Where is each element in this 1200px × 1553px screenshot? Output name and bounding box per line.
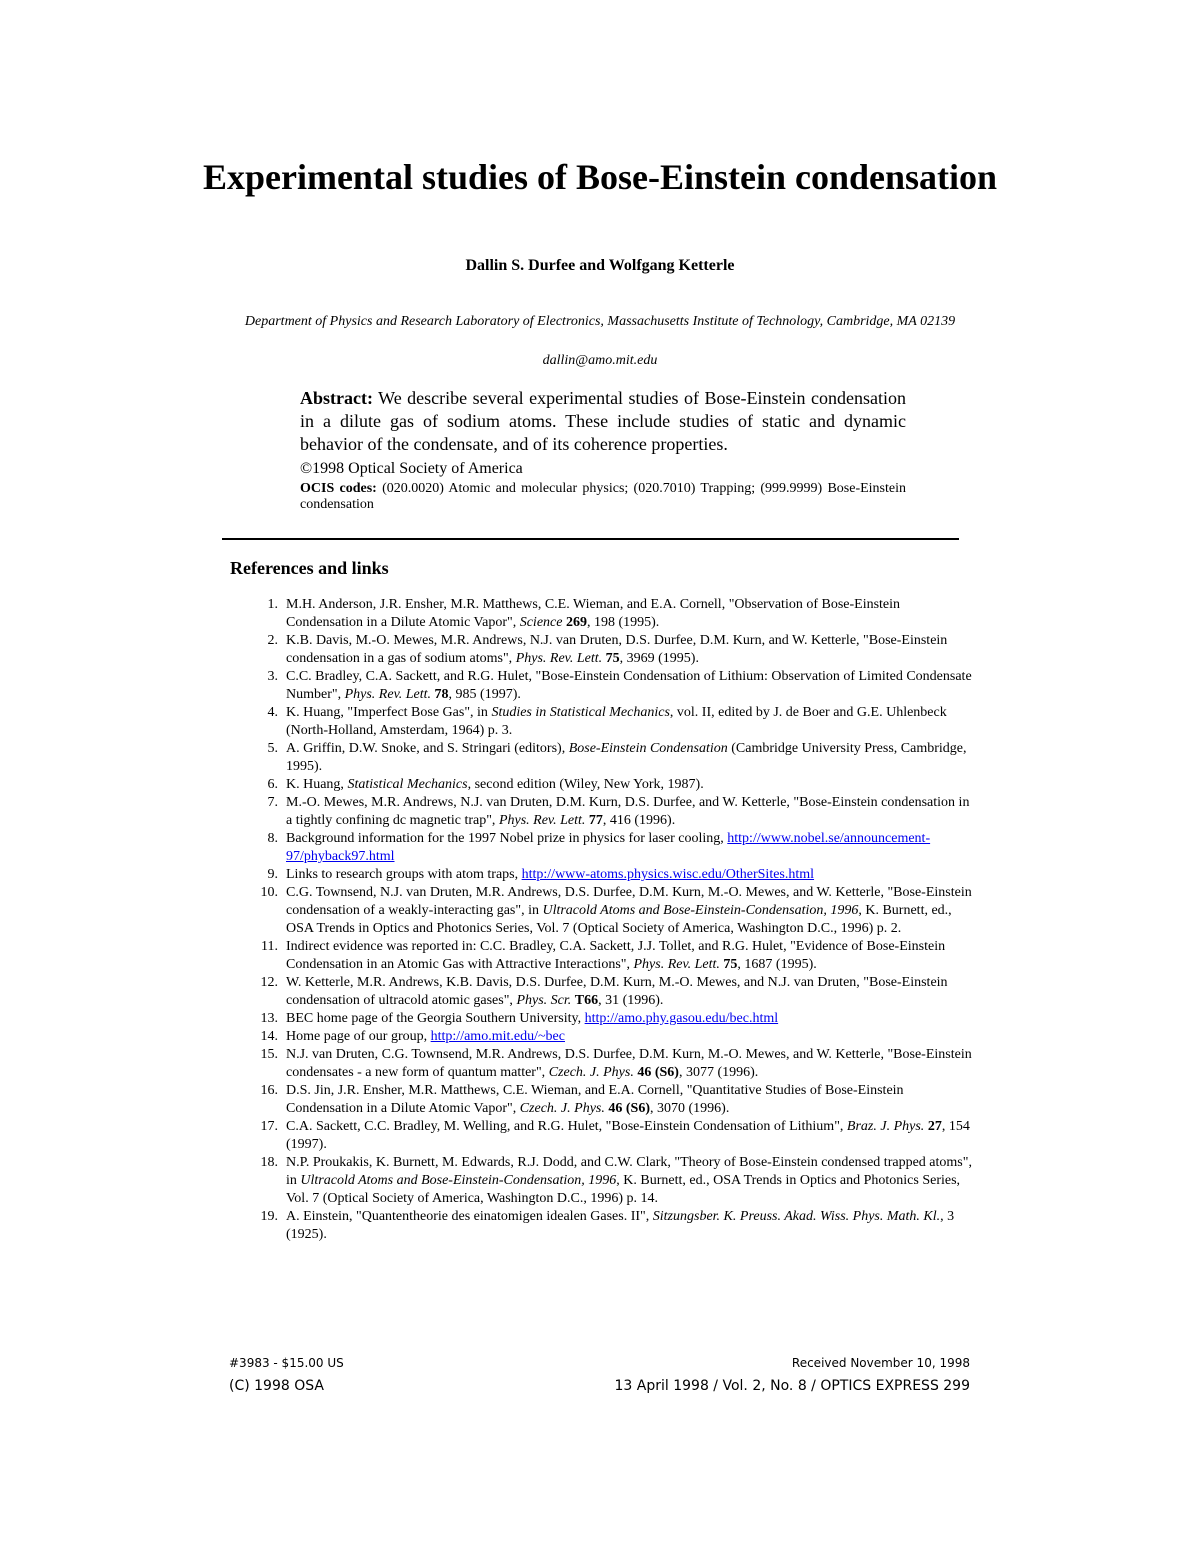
reference-item xyxy=(252,1208,972,1244)
reference-text: A. Griffin, D.W. Snoke, and S. Stringari (editors), xyxy=(286,741,569,756)
reference-source: Czech. J. Phys. xyxy=(548,1065,634,1080)
references-heading: References and links xyxy=(230,558,389,578)
reference-item xyxy=(252,974,972,1010)
reference-source: Science xyxy=(519,615,563,630)
reference-number: 13. xyxy=(260,1011,278,1026)
reference-source: Phys. Scr. xyxy=(516,993,572,1008)
ocis-text: (020.0020) Atomic and molecular physics; (020.7010) Trapping; (999.9999) Bose-Einstein condensation xyxy=(300,481,906,512)
reference-text: , 3070 (1996). xyxy=(650,1101,730,1116)
ocis-label: OCIS codes: xyxy=(300,481,377,496)
section-divider xyxy=(222,538,959,540)
reference-text: BEC home page of the Georgia Southern University, xyxy=(286,1011,585,1026)
reference-source: Phys. Rev. Lett. xyxy=(515,651,603,666)
reference-item xyxy=(252,740,972,776)
reference-text: K. Huang, "Imperfect Bose Gas", in xyxy=(286,705,492,720)
reference-number: 14. xyxy=(260,1029,278,1044)
reference-item xyxy=(252,884,972,938)
reference-item xyxy=(252,704,972,740)
reference-source: Bose-Einstein Condensation xyxy=(568,741,728,756)
reference-number: 6. xyxy=(267,777,278,792)
references-list xyxy=(252,596,972,1244)
reference-text: , 31 (1996). xyxy=(598,993,664,1008)
reference-number: 12. xyxy=(260,975,278,990)
reference-text: D.S. Jin, J.R. Ensher, M.R. Matthews, C.E. Wieman, and E.A. Cornell, "Quantitative Studies of Bose-Einstein Condensation in a Dilute Atomic Vapor", xyxy=(286,1083,904,1116)
reference-link[interactable]: http://www-atoms.physics.wisc.edu/OtherSites.html xyxy=(521,867,815,882)
reference-text: , 416 (1996). xyxy=(602,813,676,828)
reference-text: , 985 (1997). xyxy=(448,687,521,702)
reference-number: 9. xyxy=(267,867,278,882)
reference-text: , 198 (1995). xyxy=(586,615,660,630)
reference-text: C.A. Sackett, C.C. Bradley, M. Welling, and R.G. Hulet, "Bose-Einstein Condensation of Lithium", xyxy=(286,1119,847,1134)
reference-item xyxy=(252,632,972,668)
reference-item xyxy=(252,1046,972,1082)
reference-number: 17. xyxy=(260,1119,278,1134)
reference-volume: T66 xyxy=(574,993,599,1008)
reference-text: N.J. van Druten, C.G. Townsend, M.R. Andrews, D.S. Durfee, D.M. Kurn, M.-O. Mewes, and W. Ketterle, "Bose-Einstein condensates - a new form of quantum matter", xyxy=(286,1047,972,1080)
reference-source: Sitzungsber. K. Preuss. Akad. Wiss. Phys. Math. Kl. xyxy=(652,1209,941,1224)
reference-number: 1. xyxy=(267,597,278,612)
reference-number: 10. xyxy=(260,885,278,900)
reference-text: C.C. Bradley, C.A. Sackett, and R.G. Hulet, "Bose-Einstein Condensation of Lithium: Observation of Limited Condensate Number", xyxy=(286,669,972,702)
reference-source: Braz. J. Phys. xyxy=(846,1119,925,1134)
reference-item xyxy=(252,776,972,794)
reference-number: 16. xyxy=(260,1083,278,1098)
reference-item xyxy=(252,938,972,974)
abstract xyxy=(300,387,906,456)
reference-number: 19. xyxy=(260,1209,278,1224)
reference-volume: 46 (S6) xyxy=(637,1065,679,1080)
reference-source: Phys. Rev. Lett. xyxy=(633,957,720,972)
reference-text: , 3969 (1995). xyxy=(619,651,699,666)
footer-received-date: Received November 10, 1998 xyxy=(791,1356,970,1370)
reference-item xyxy=(252,1154,972,1208)
reference-text: , vol. II, edited by J. de Boer and G.E. Uhlenbeck (North-Holland, Amsterdam, 1964) p. 3. xyxy=(286,705,947,738)
reference-volume: 75 xyxy=(605,651,620,666)
reference-volume: 46 (S6) xyxy=(608,1101,650,1116)
abstract-label: Abstract: xyxy=(300,388,373,408)
reference-volume: 27 xyxy=(927,1119,942,1134)
reference-item xyxy=(252,866,972,884)
reference-number: 15. xyxy=(260,1047,278,1062)
reference-number: 2. xyxy=(267,633,278,648)
reference-number: 7. xyxy=(267,795,278,810)
reference-text: M.H. Anderson, J.R. Ensher, M.R. Matthews, C.E. Wieman, and E.A. Cornell, "Observation of Bose-Einstein Condensation in a Dilute Atomic Vapor", xyxy=(286,597,901,630)
reference-number: 8. xyxy=(267,831,278,846)
reference-volume: 77 xyxy=(588,813,603,828)
email-address: dallin@amo.mit.edu xyxy=(542,353,658,368)
reference-item xyxy=(252,830,972,866)
reference-source: Phys. Rev. Lett. xyxy=(498,813,586,828)
reference-text: A. Einstein, "Quantentheorie des einatomigen idealen Gases. II", xyxy=(286,1209,653,1224)
reference-text: K. Huang, xyxy=(286,777,348,792)
reference-volume: 78 xyxy=(434,687,449,702)
reference-item xyxy=(252,794,972,830)
reference-text: N.P. Proukakis, K. Burnett, M. Edwards, R.J. Dodd, and C.W. Clark, "Theory of Bose-Einstein condensed trapped atoms", in xyxy=(286,1155,972,1188)
reference-link[interactable]: http://www.nobel.se/announcement-97/phyback97.html xyxy=(286,831,931,864)
reference-number: 3. xyxy=(267,669,278,684)
reference-text: C.G. Townsend, N.J. van Druten, M.R. Andrews, D.S. Durfee, D.M. Kurn, M.-O. Mewes, and W. Ketterle, "Bose-Einstein condensation of a weakly-interacting gas", in xyxy=(286,885,972,918)
reference-number: 18. xyxy=(260,1155,278,1170)
reference-number: 11. xyxy=(261,939,278,954)
reference-text: Links to research groups with atom traps, xyxy=(286,867,522,882)
paper-title: Experimental studies of Bose-Einstein condensation xyxy=(202,157,998,197)
reference-item xyxy=(252,1082,972,1118)
reference-text: , K. Burnett, ed., OSA Trends in Optics and Photonics Series, Vol. 7 (Optical Society of America, Washington D.C., 1996) p. 14. xyxy=(286,1173,961,1206)
reference-number: 4. xyxy=(267,705,278,720)
reference-source: Ultracold Atoms and Bose-Einstein-Condensation, 1996 xyxy=(542,903,859,918)
footer-journal-info: 13 April 1998 / Vol. 2, No. 8 / OPTICS EXPRESS 299 xyxy=(614,1378,970,1394)
reference-link[interactable]: http://amo.mit.edu/~bec xyxy=(430,1029,565,1044)
ocis-codes xyxy=(300,481,906,513)
authors: Dallin S. Durfee and Wolfgang Ketterle xyxy=(465,257,735,274)
reference-item xyxy=(252,596,972,632)
reference-item xyxy=(252,1118,972,1154)
reference-text: , 3 (1925). xyxy=(286,1209,955,1242)
reference-text: , 154 (1997). xyxy=(286,1119,970,1152)
reference-source: Statistical Mechanics xyxy=(347,777,468,792)
reference-item xyxy=(252,1010,972,1028)
reference-item xyxy=(252,1028,972,1046)
footer-manuscript-number: #3983 - $15.00 US xyxy=(229,1356,344,1370)
copyright-notice: ©1998 Optical Society of America xyxy=(300,460,523,477)
reference-text: , K. Burnett, ed., OSA Trends in Optics and Photonics Series, Vol. 7 (Optical Society of America, Washington D.C., 1996) p. 2. xyxy=(286,903,952,936)
reference-volume: 269 xyxy=(565,615,587,630)
abstract-text: We describe several experimental studies of Bose-Einstein condensation in a dilute gas of sodium atoms. These include studies of static and dynamic behavior of the condensate, and of its coherence properties. xyxy=(300,388,906,454)
reference-text: Home page of our group, xyxy=(286,1029,431,1044)
reference-text: , 1687 (1995). xyxy=(737,957,817,972)
reference-text: , 3077 (1996). xyxy=(678,1065,759,1080)
reference-source: Studies in Statistical Mechanics xyxy=(491,705,670,720)
reference-text: K.B. Davis, M.-O. Mewes, M.R. Andrews, N.J. van Druten, D.S. Durfee, D.M. Kurn, and W. Ketterle, "Bose-Einstein condensation in a gas of sodium atoms", xyxy=(286,633,948,666)
reference-volume: 75 xyxy=(723,957,738,972)
reference-source: Czech. J. Phys. xyxy=(519,1101,605,1116)
reference-link[interactable]: http://amo.phy.gasou.edu/bec.html xyxy=(584,1011,779,1026)
reference-text: M.-O. Mewes, M.R. Andrews, N.J. van Druten, D.M. Kurn, D.S. Durfee, and W. Ketterle, "Bose-Einstein condensation in a tightly confining dc magnetic trap", xyxy=(286,795,970,828)
affiliation: Department of Physics and Research Laboratory of Electronics, Massachusetts Institute of Technology, Cambridge, MA 02139 xyxy=(244,314,956,329)
reference-source: Ultracold Atoms and Bose-Einstein-Condensation, 1996 xyxy=(300,1173,617,1188)
reference-text: (Cambridge University Press, Cambridge, 1995). xyxy=(286,741,967,774)
reference-number: 5. xyxy=(267,741,278,756)
reference-text: W. Ketterle, M.R. Andrews, K.B. Davis, D.S. Durfee, D.M. Kurn, M.-O. Mewes, and N.J. van Druten, "Bose-Einstein condensation of ultracold atomic gases", xyxy=(286,975,948,1008)
reference-text: Background information for the 1997 Nobel prize in physics for laser cooling, xyxy=(286,831,728,846)
reference-text: , second edition (Wiley, New York, 1987). xyxy=(467,777,704,792)
reference-source: Phys. Rev. Lett. xyxy=(344,687,432,702)
reference-item xyxy=(252,668,972,704)
footer-copyright: (C) 1998 OSA xyxy=(229,1378,324,1394)
reference-text: Indirect evidence was reported in: C.C. Bradley, C.A. Sackett, J.J. Tollet, and R.G. Hulet, "Evidence of Bose-Einstein Condensation in an Atomic Gas with Attractive Interactions", xyxy=(286,939,946,972)
